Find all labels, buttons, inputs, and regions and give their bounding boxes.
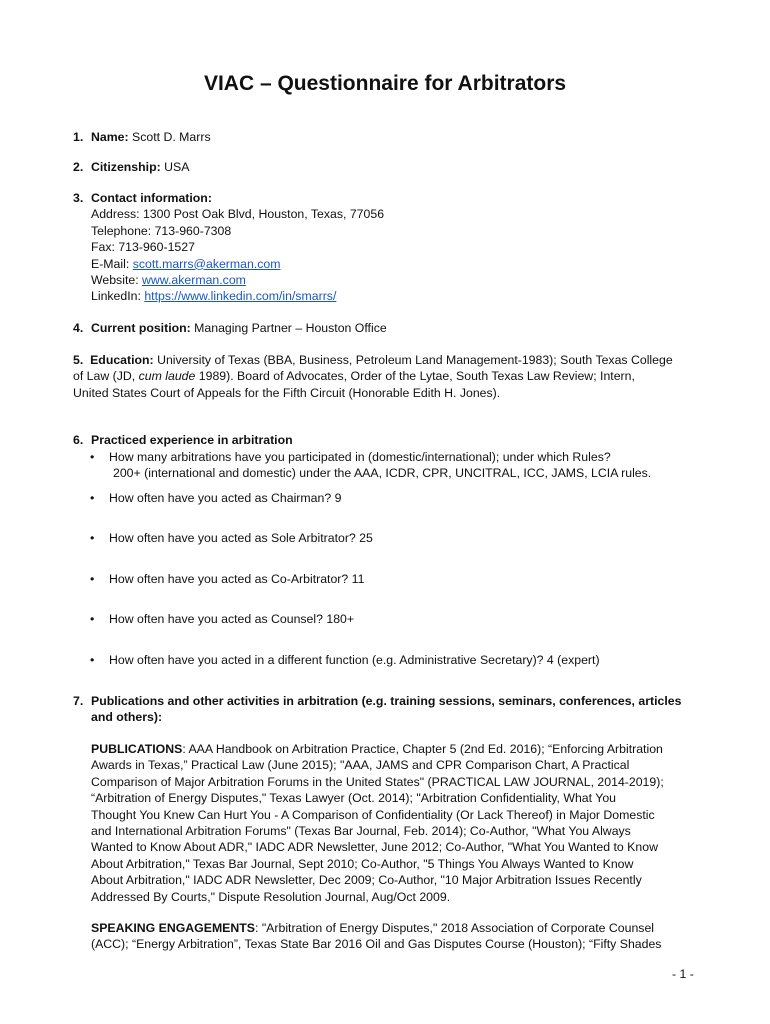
item-number: 7. bbox=[73, 694, 84, 708]
bullet-icon: • bbox=[90, 491, 95, 505]
item-education: 5. Education: University of Texas (BBA, Business, Petroleum Land Management-1983); South Texas College of Law (JD, cum laude 1989). Board of Advocates, Order of the Lytae, South Texas Law Review; Intern, United States Court of Appeals for the Fifth Circuit (Honorable Edith H. Jones). bbox=[73, 353, 673, 400]
page-title: VIAC – Questionnaire for Arbitrators bbox=[203, 72, 567, 95]
speaking-heading: SPEAKING ENGAGEMENTS bbox=[91, 921, 255, 935]
bullet-icon: • bbox=[90, 450, 95, 464]
bullet-icon: • bbox=[90, 531, 95, 545]
bullet-icon: • bbox=[90, 653, 95, 667]
position-label: Current position: bbox=[91, 321, 191, 335]
page-number: - 1 - bbox=[672, 967, 694, 981]
experience-label: Practiced experience in arbitration bbox=[91, 433, 293, 447]
education-label: Education: bbox=[90, 353, 154, 367]
document-page: VIAC – Questionnaire for Arbitrators 1. Name: Scott D. Marrs 2. Citizenship: USA 3. Contact information: Address: 1300 Post Oak Blvd, Houston, Texas, 77056 Telephone: 713-960-7308 Fax: 713-960-1527 E-Mail: scott.marrs@akerman.com Website: www.akerman.com LinkedIn: https://www.linkedin.com/in/smarrs/ 4. Current position: Managing Partner – Houston Office 5. Education: University of Texas (BBA, Business, Petroleum Land Management-1983); South Texas College of Law (JD, cum laude 1989). Board of Advocates, Order of the Lytae, South Texas Law Review; Intern, United States Court of Appeals for the Fifth Circuit (Honorable Edith H. Jones). 6. Practiced experience in arbitration • How many arbitrations have you participated in (domestic/international); under which Rules? 200+ (international and domestic) under the AAA, ICDR, CPR, UNCITRAL, ICC, JAMS, LCIA rules. • How often have you acted as Chairman? 9 • How often have you acted as Sole Arbitrator? 25 • How often have you acted as Co-Arbitrator? 11 • How often have you acted as Counsel? 180+ • How often have you acted in a different function (e.g. Administrative Secretary)? 4 (expert) 7. Publications and other activities in arbitration (e.g. training sessions, seminars, conferences, articles and others): PUBLICATIONS: AAA Handbook on Arbitration Practice, Chapter 5 (2nd Ed. 2016); “Enforcing Arbitration Awards in Texas,” Practical Law (June 2015); "AAA, JAMS and CPR Comparison Chart, A Practical Comparison of Major Arbitration Forums in the United States" (PRACTICAL LAW JOURNAL, 2014-2019); “Arbitration of Energy Disputes," Texas Lawyer (Oct. 2014); "Arbitration Confidentiality, What You Thought You Knew Can Hurt You - A Comparison of Confidentiality (Or Lack Thereof) in Major Domestic and International Arbitration Forums" (Texas Bar Journal, Feb. 2014); Co-Author, "What You Always Wanted to Know About ADR," IADC ADR Newsletter, June 2012; Co-Author, "What You Wanted to Know About Arbitration," Texas Bar Journal, Sept 2010; Co-Author, "5 Things You Always Wanted to Know About Arbitration," IADC ADR Newsletter, Dec 2009; Co-Author, "10 Major Arbitration Issues Recently Addressed By Courts," Dispute Resolution Journal, Aug/Oct 2009. SPEAKING ENGAGEMENTS: "Arbitration of Energy Disputes," 2018 Association of Corporate Counsel (ACC); “Energy Arbitration”, Texas State Bar 2016 Oil and Gas Disputes Course (Houston); “Fifty Shades - 1 - bbox=[0, 0, 770, 1024]
item-number: 4. bbox=[73, 321, 84, 335]
item-number: 3. bbox=[73, 191, 84, 205]
item-position bbox=[73, 320, 698, 336]
name-label: Name: bbox=[91, 130, 129, 144]
item-number: 2. bbox=[73, 160, 84, 174]
contact-telephone: Telephone: 713-960-7308 bbox=[91, 223, 232, 238]
item-number: 6. bbox=[73, 433, 84, 447]
item-experience-heading bbox=[73, 432, 698, 448]
item-name bbox=[73, 129, 698, 145]
speaking-paragraph: SPEAKING ENGAGEMENTS: "Arbitration of Energy Disputes," 2018 Association of Corporate Counsel (ACC); “Energy Arbitration”, Texas State Bar 2016 Oil and Gas Disputes Course (Houston); “Fifty Shades bbox=[91, 921, 662, 952]
contact-address: Address: 1300 Post Oak Blvd, Houston, Texas, 77056 bbox=[91, 207, 385, 222]
item-number: 1. bbox=[73, 130, 84, 144]
email-link[interactable]: scott.marrs@akerman.com bbox=[132, 256, 281, 271]
name-value: Scott D. Marrs bbox=[132, 130, 211, 144]
contact-label: Contact information: bbox=[91, 191, 212, 205]
website-link[interactable]: www.akerman.com bbox=[142, 273, 246, 288]
contact-fax: Fax: 713-960-1527 bbox=[91, 240, 195, 255]
position-value: Managing Partner – Houston Office bbox=[194, 321, 387, 335]
citizenship-value: USA bbox=[164, 160, 190, 174]
publications-paragraph: PUBLICATIONS: AAA Handbook on Arbitration Practice, Chapter 5 (2nd Ed. 2016); “Enforcing Arbitration Awards in Texas,” Practical Law (June 2015); "AAA, JAMS and CPR Comparison Chart, A Practical Comparison of Major Arbitration Forums in the United States" (PRACTICAL LAW JOURNAL, 2014-2019); “Arbitration of Energy Disputes," Texas Lawyer (Oct. 2014); "Arbitration Confidentiality, What You Thought You Knew Can Hurt You - A Comparison of Confidentiality (Or Lack Thereof) in Major Domestic and International Arbitration Forums" (Texas Bar Journal, Feb. 2014); Co-Author, "What You Always Wanted to Know About ADR," IADC ADR Newsletter, June 2012; Co-Author, "What You Wanted to Know About Arbitration," Texas Bar Journal, Sept 2010; Co-Author, "5 Things You Always Wanted to Know About Arbitration," IADC ADR Newsletter, Dec 2009; Co-Author, "10 Major Arbitration Issues Recently Addressed By Courts," Dispute Resolution Journal, Aug/Oct 2009. bbox=[91, 742, 664, 904]
item-number: 5. bbox=[73, 353, 84, 367]
item-contact bbox=[73, 190, 698, 305]
bullet-icon: • bbox=[90, 572, 95, 586]
linkedin-link[interactable]: https://www.linkedin.com/in/smarrs/ bbox=[144, 289, 337, 304]
citizenship-label: Citizenship: bbox=[91, 160, 161, 174]
contact-website: Website: www.akerman.com bbox=[91, 273, 246, 288]
publications-heading: PUBLICATIONS bbox=[91, 742, 183, 756]
contact-linkedin: LinkedIn: https://www.linkedin.com/in/smarrs/ bbox=[91, 289, 337, 304]
item-publications-heading: 7. Publications and other activities in arbitration (e.g. training sessions, seminars, conferences, articles and others): bbox=[73, 694, 682, 725]
item-citizenship bbox=[73, 159, 698, 175]
bullet-icon: • bbox=[90, 612, 95, 626]
contact-email: E-Mail: scott.marrs@akerman.com bbox=[91, 256, 281, 271]
